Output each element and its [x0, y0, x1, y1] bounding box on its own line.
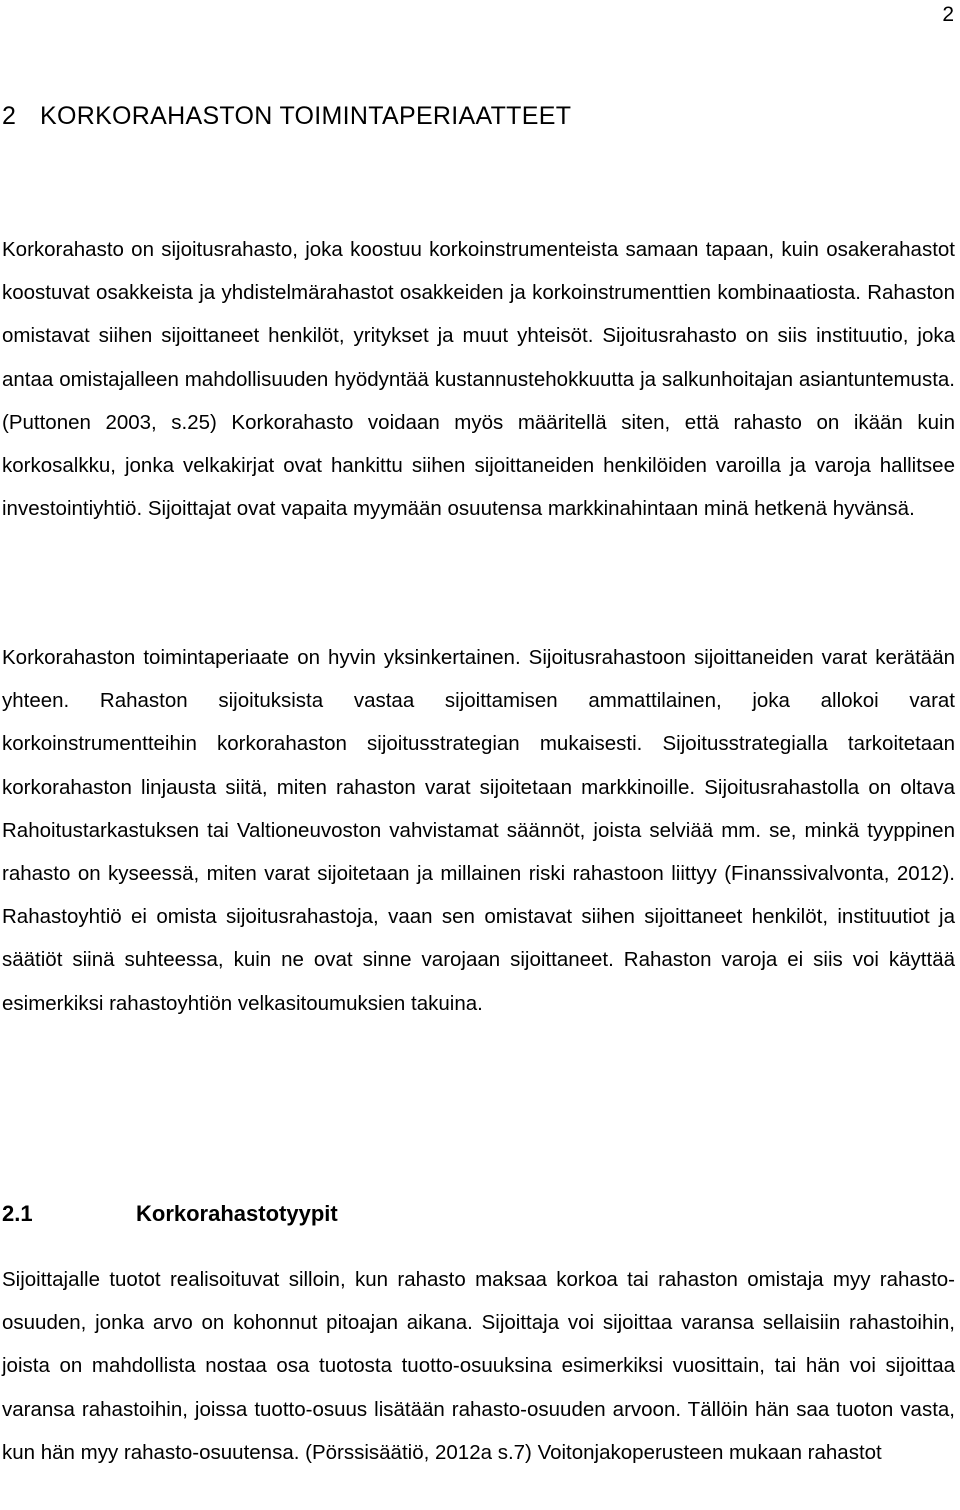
section-paragraph: Sijoittajalle tuotot realisoituvat silloin, kun rahasto maksaa korkoa tai rahaston omistaja myy rahasto-osuuden, jonka arvo on kohonnut pitoajan aikana. Sijoittaja voi sijoittaa varansa sellaisiin rahastoihin, joista on mahdollista nostaa osa tuotosta tuotto-osuuksina esimerkiksi vuosittain, tai hän voi sijoittaa varansa rahastoihin, joissa tuotto-osuus lisätään rahasto-osuuden arvoon. Tällöin hän saa tuoton vasta, kun hän myy rahasto-osuutensa. (Pörssisäätiö, 2012a s.7) Voitonjakoperusteen mukaan rahastot — [2, 1268, 955, 1464]
section-title: Korkorahastotyypit — [136, 1201, 338, 1226]
chapter-heading — [2, 100, 571, 132]
body-paragraph: Korkorahaston toimintaperiaate on hyvin yksinkertainen. Sijoitusrahastoon sijoittaneiden varat kerätään yhteen. Rahaston sijoituksista vastaa sijoittamisen ammattilainen, joka allokoi varat korkoinstrumentteihin korkorahaston sijoitusstrategian mukaisesti. Sijoitusstrategialla tarkoitetaan korkorahaston linjausta siitä, miten rahaston varat sijoitetaan markkinoille. Sijoitusrahastolla on oltava Rahoitustarkastuksen tai Valtioneuvoston vahvistamat säännöt, joista selviää mm. se, minkä tyyppinen rahasto on kyseessä, miten varat sijoitetaan ja millainen riski rahastoon liittyy (Finanssivalvonta, 2012). Rahastoyhtiö ei omista sijoitusrahastoja, vaan sen omistavat siihen sijoittaneet henkilöt, instituutiot ja säätiöt siinä suhteessa, kuin ne ovat sinne varojaan sijoittaneet. Rahaston varoja ei siis voi käyttää esimerkiksi rahastoyhtiön velkasitoumuksien takuina. — [2, 646, 955, 1015]
chapter-title: KORKORAHASTON TOIMINTAPERIAATTEET — [40, 102, 572, 130]
page-number: 2 — [942, 3, 954, 26]
section-number: 2.1 — [2, 1201, 33, 1226]
body-paragraph: Korkorahasto on sijoitusrahasto, joka koostuu korkoinstrumenteista samaan tapaan, kuin osakerahastot koostuvat osakkeista ja yhdistelmärahastot osakkeiden ja korkoinstrumenttien kombinaatiosta. Rahaston omistavat siihen sijoittaneet henkilöt, yritykset ja muut yhteisöt. Sijoitusrahasto on siis instituutio, joka antaa omistajalleen mahdollisuuden hyödyntää kustannustehokkuutta ja salkunhoitajan asiantuntemusta. (Puttonen 2003, s.25) Korkorahasto voidaan myös määritellä siten, että rahasto on ikään kuin korkosalkku, jonka velkakirjat ovat hankittu siihen sijoittaneiden henkilöiden varoilla ja varoja hallitsee investointiyhtiö. Sijoittajat ovat vapaita myymään osuutensa markkinahintaan minä hetkenä hyvänsä. — [2, 238, 955, 521]
section-heading — [2, 1198, 338, 1230]
chapter-number: 2 — [2, 102, 17, 130]
